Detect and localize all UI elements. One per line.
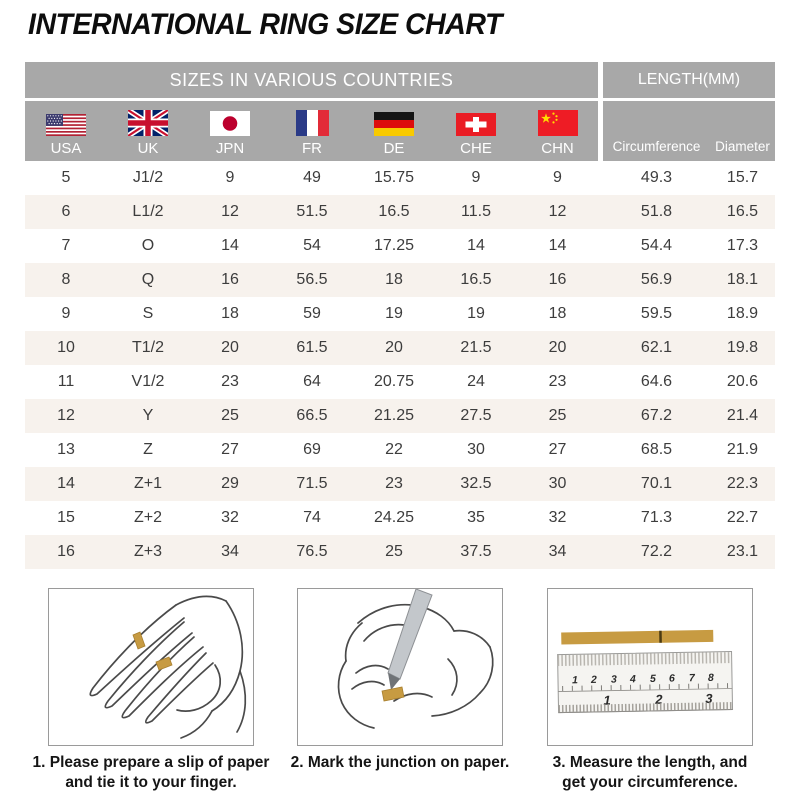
che-size-cell: 24 <box>467 373 485 390</box>
fr-size-cell: 51.5 <box>296 203 328 220</box>
usa-size-cell: 13 <box>57 441 75 458</box>
circumference-cell: 64.6 <box>640 373 673 390</box>
column-header-che <box>435 101 517 161</box>
column-header-chn <box>517 101 598 161</box>
table-row <box>25 195 775 229</box>
jpn-size-cell: 32 <box>221 509 239 526</box>
table-row <box>25 229 775 263</box>
column-label-fr: FR <box>302 140 322 157</box>
instruction-caption-3: 3. Measure the length, and get your circumference. <box>552 754 748 791</box>
fr-size-cell: 56.5 <box>296 271 328 288</box>
jpn-size-cell: 23 <box>221 373 239 390</box>
ruler-illustration <box>547 588 753 746</box>
diameter-cell: 21.9 <box>726 441 759 458</box>
svg-text:2: 2 <box>590 673 597 686</box>
uk-size-cell: L1/2 <box>132 203 164 220</box>
de-size-cell: 20.75 <box>373 373 415 390</box>
uk-size-cell: Z+2 <box>133 509 162 526</box>
circumference-cell: 49.3 <box>640 169 673 186</box>
column-header-usa <box>25 101 107 161</box>
japan-flag-icon <box>210 111 250 136</box>
che-size-cell: 21.5 <box>460 339 492 356</box>
table-row <box>25 467 775 501</box>
flag-header-row <box>25 101 775 161</box>
chn-size-cell: 30 <box>548 475 567 492</box>
che-size-cell: 27.5 <box>460 407 492 424</box>
chn-size-cell: 12 <box>548 203 567 220</box>
fr-size-cell: 74 <box>303 509 321 526</box>
de-size-cell: 17.25 <box>373 237 415 254</box>
usa-size-cell: 15 <box>57 509 75 526</box>
svg-text:1: 1 <box>571 674 578 687</box>
diameter-cell: 18.1 <box>726 271 759 288</box>
diameter-cell: 22.7 <box>726 509 759 526</box>
che-size-cell: 9 <box>471 169 481 186</box>
diameter-cell: 23.1 <box>726 543 759 560</box>
column-label-che: CHE <box>460 140 492 157</box>
countries-group-header: SIZES IN VARIOUS COUNTRIES <box>25 62 598 98</box>
table-row <box>25 399 775 433</box>
fr-size-cell: 64 <box>303 373 321 390</box>
instruction-step-1 <box>26 588 276 793</box>
circumference-cell: 70.1 <box>640 475 673 492</box>
jpn-size-cell: 25 <box>221 407 239 424</box>
uk-size-cell: V1/2 <box>131 373 165 390</box>
uk-size-cell: Z+3 <box>133 543 162 560</box>
che-size-cell: 16.5 <box>460 271 492 288</box>
de-size-cell: 18 <box>385 271 403 288</box>
length-group-header: LENGTH(MM) <box>603 62 775 98</box>
column-header-jpn <box>189 101 271 161</box>
group-header-row <box>25 62 775 98</box>
uk-size-cell: Z+1 <box>133 475 162 492</box>
ring-size-chart-table <box>25 62 775 569</box>
tie-paper-illustration <box>48 588 254 746</box>
jpn-size-cell: 18 <box>221 305 239 322</box>
diameter-cell: 15.7 <box>726 169 759 186</box>
usa-size-cell: 8 <box>61 271 71 288</box>
fr-size-cell: 49 <box>303 169 321 186</box>
svg-text:3: 3 <box>610 673 617 686</box>
jpn-size-cell: 16 <box>221 271 239 288</box>
de-size-cell: 20 <box>385 339 403 356</box>
instruction-caption-1: 1. Please prepare a slip of paper and tie it to your finger. <box>32 754 270 791</box>
svg-text:4: 4 <box>629 673 636 686</box>
table-row <box>25 331 775 365</box>
chn-size-cell: 16 <box>548 271 567 288</box>
instruction-caption-2: 2. Mark the junction on paper. <box>290 754 510 771</box>
usa-size-cell: 9 <box>61 305 71 322</box>
fr-size-cell: 59 <box>303 305 321 322</box>
jpn-size-cell: 9 <box>225 169 235 186</box>
che-size-cell: 30 <box>467 441 485 458</box>
circumference-cell: 68.5 <box>640 441 673 458</box>
usa-size-cell: 12 <box>57 407 75 424</box>
table-row <box>25 501 775 535</box>
diameter-cell: 16.5 <box>726 203 759 220</box>
che-size-cell: 19 <box>467 305 485 322</box>
svg-text:6: 6 <box>668 672 675 685</box>
circumference-cell: 59.5 <box>640 305 673 322</box>
table-row <box>25 263 775 297</box>
usa-size-cell: 14 <box>57 475 75 492</box>
svg-text:5: 5 <box>649 672 656 685</box>
chn-size-cell: 23 <box>548 373 567 390</box>
de-size-cell: 21.25 <box>373 407 415 424</box>
column-label-jpn: JPN <box>215 140 245 157</box>
che-size-cell: 32.5 <box>460 475 492 492</box>
uk-flag-icon <box>128 110 168 136</box>
de-size-cell: 19 <box>385 305 403 322</box>
che-size-cell: 14 <box>467 237 485 254</box>
circumference-column-header: Circumference <box>603 101 710 161</box>
svg-text:1: 1 <box>603 692 611 708</box>
table-row <box>25 365 775 399</box>
chn-size-cell: 20 <box>548 339 567 356</box>
column-label-usa: USA <box>50 140 82 157</box>
chn-size-cell: 18 <box>548 305 567 322</box>
circumference-cell: 67.2 <box>640 407 673 424</box>
circumference-cell: 62.1 <box>640 339 673 356</box>
circumference-cell: 72.2 <box>640 543 673 560</box>
fr-size-cell: 54 <box>303 237 321 254</box>
svg-text:7: 7 <box>688 672 695 685</box>
circumference-cell: 71.3 <box>640 509 673 526</box>
fr-size-cell: 61.5 <box>296 339 328 356</box>
table-row <box>25 535 775 569</box>
column-label-chn: CHN <box>541 140 574 157</box>
diameter-cell: 21.4 <box>726 407 759 424</box>
usa-size-cell: 5 <box>61 169 71 186</box>
jpn-size-cell: 20 <box>221 339 239 356</box>
uk-size-cell: Y <box>142 407 154 424</box>
che-size-cell: 11.5 <box>461 203 491 220</box>
svg-text:3: 3 <box>705 690 713 707</box>
column-header-fr <box>271 101 353 161</box>
uk-size-cell: T1/2 <box>131 339 164 356</box>
chn-size-cell: 34 <box>548 543 567 560</box>
uk-size-cell: S <box>142 305 154 322</box>
jpn-size-cell: 29 <box>221 475 239 492</box>
diameter-cell: 22.3 <box>726 475 759 492</box>
usa-flag-icon <box>46 114 86 136</box>
instruction-step-2 <box>275 588 525 773</box>
column-label-de: DE <box>383 140 405 157</box>
fr-size-cell: 76.5 <box>296 543 328 560</box>
chn-size-cell: 32 <box>548 509 567 526</box>
chn-size-cell: 9 <box>553 169 562 186</box>
page-title: INTERNATIONAL RING SIZE CHART <box>28 8 502 41</box>
usa-size-cell: 7 <box>61 237 71 254</box>
column-header-uk <box>107 101 189 161</box>
fr-size-cell: 66.5 <box>296 407 328 424</box>
switzerland-flag-icon <box>456 113 496 136</box>
svg-text:2: 2 <box>655 691 663 707</box>
svg-text:8: 8 <box>707 671 714 684</box>
chn-size-cell: 14 <box>548 237 567 254</box>
jpn-size-cell: 34 <box>221 543 239 560</box>
de-size-cell: 23 <box>385 475 403 492</box>
uk-size-cell: Q <box>141 271 155 288</box>
de-size-cell: 25 <box>385 543 403 560</box>
column-label-uk: UK <box>137 140 159 157</box>
uk-size-cell: O <box>141 237 155 254</box>
che-size-cell: 37.5 <box>460 543 492 560</box>
de-size-cell: 15.75 <box>373 169 415 186</box>
de-size-cell: 24.25 <box>373 509 415 526</box>
paper-strip <box>561 630 713 645</box>
table-row <box>25 433 775 467</box>
jpn-size-cell: 27 <box>221 441 239 458</box>
usa-size-cell: 11 <box>57 373 75 390</box>
china-flag-icon <box>538 110 578 136</box>
fr-size-cell: 71.5 <box>296 475 328 492</box>
uk-size-cell: Z <box>143 441 153 458</box>
diameter-cell: 17.3 <box>726 237 759 254</box>
france-flag-icon <box>296 110 329 136</box>
table-row <box>25 161 775 195</box>
table-row <box>25 297 775 331</box>
circumference-cell: 56.9 <box>640 271 673 288</box>
usa-size-cell: 10 <box>57 339 75 356</box>
diameter-cell: 18.9 <box>726 305 759 322</box>
mark-junction-illustration <box>297 588 503 746</box>
circumference-cell: 51.8 <box>640 203 673 220</box>
diameter-cell: 19.8 <box>726 339 759 356</box>
usa-size-cell: 16 <box>57 543 75 560</box>
chn-size-cell: 27 <box>548 441 567 458</box>
germany-flag-icon <box>374 112 414 136</box>
diameter-column-header: Diameter <box>710 101 775 161</box>
fr-size-cell: 69 <box>303 441 321 458</box>
che-size-cell: 35 <box>467 509 485 526</box>
instruction-step-3 <box>525 588 775 793</box>
de-size-cell: 22 <box>385 441 403 458</box>
de-size-cell: 16.5 <box>378 203 410 220</box>
ring-size-rows <box>25 161 775 569</box>
jpn-size-cell: 14 <box>221 237 239 254</box>
chn-size-cell: 25 <box>548 407 567 424</box>
circumference-cell: 54.4 <box>640 237 673 254</box>
uk-size-cell: J1/2 <box>132 169 164 186</box>
jpn-size-cell: 12 <box>221 203 239 220</box>
diameter-cell: 20.6 <box>726 373 759 390</box>
usa-size-cell: 6 <box>61 203 71 220</box>
column-header-de <box>353 101 435 161</box>
